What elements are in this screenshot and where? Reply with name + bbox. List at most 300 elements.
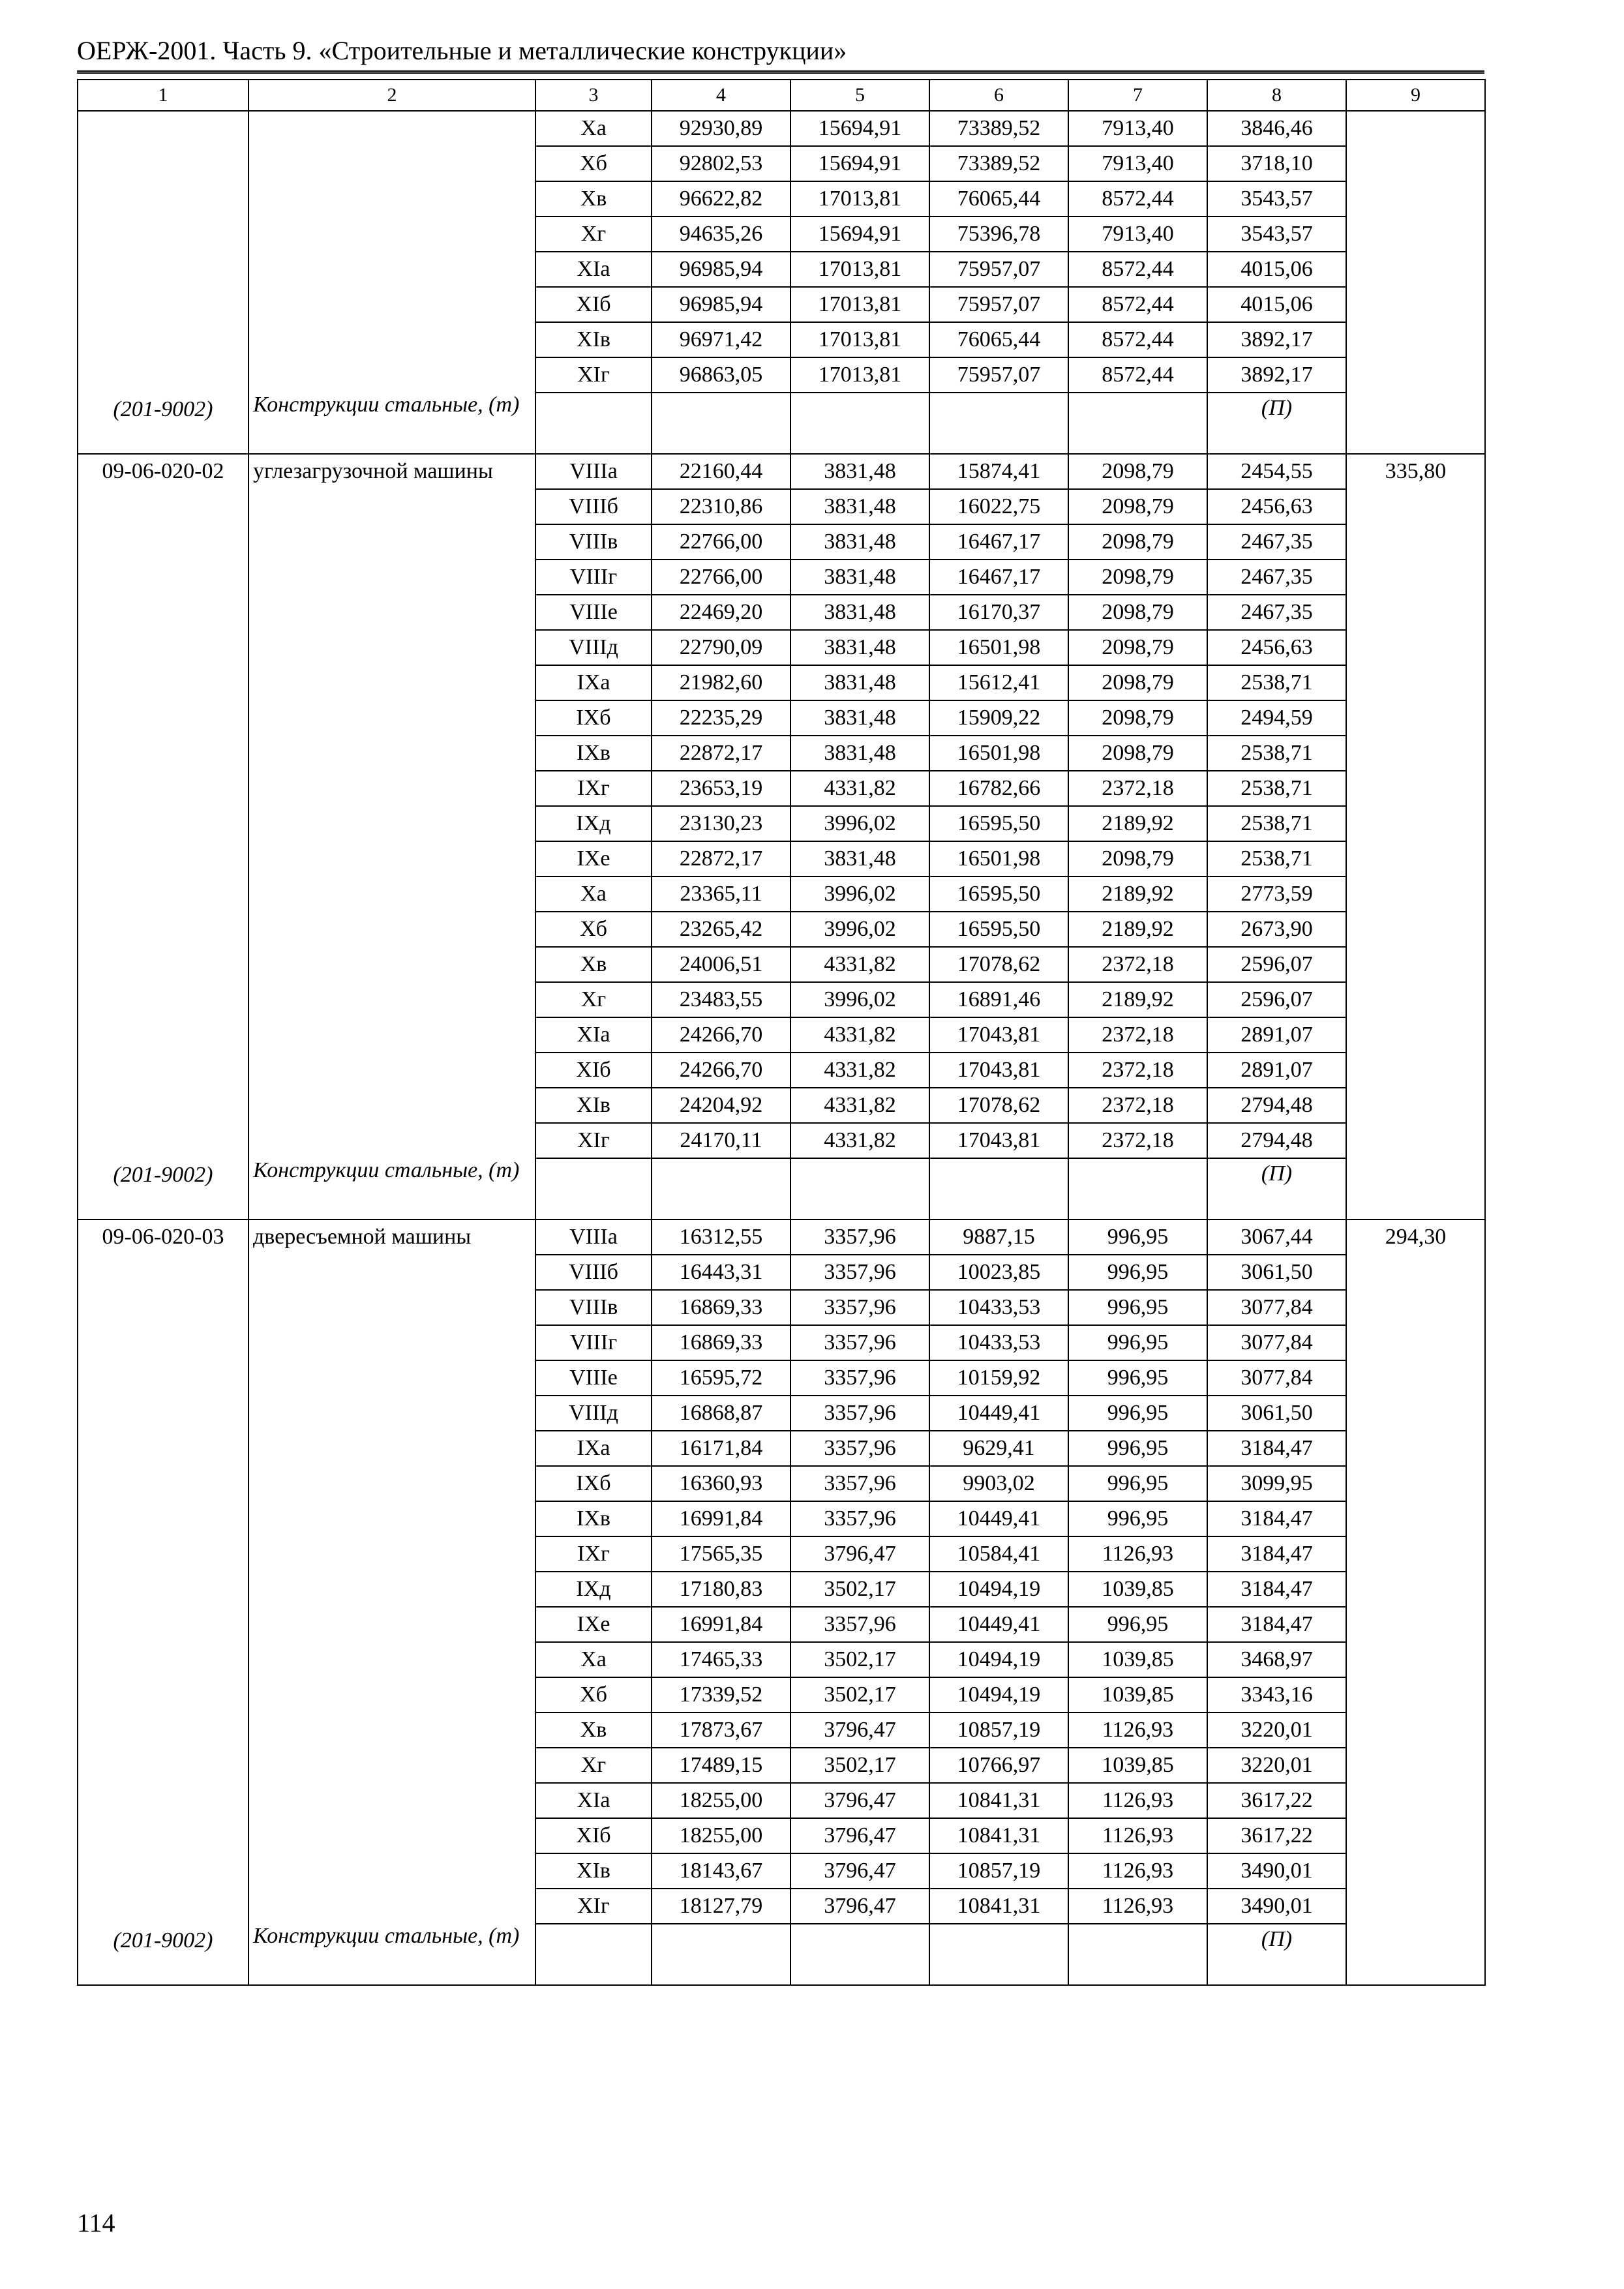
table-row — [78, 982, 1485, 1017]
cell-name — [248, 1255, 535, 1290]
cell-value: VIIIб — [535, 489, 652, 524]
cell-value: 2098,79 — [1068, 630, 1207, 665]
cell-value: VIIIд — [535, 1396, 652, 1431]
cell-col9 — [1346, 841, 1485, 876]
cell-value: IXa — [535, 665, 652, 700]
table-row — [78, 806, 1485, 841]
cell-value: 23653,19 — [652, 771, 790, 806]
cell-col9 — [1346, 1053, 1485, 1088]
cell-empty — [652, 1158, 790, 1219]
cell-value: 15694,91 — [790, 217, 929, 252]
cell-value: 3490,01 — [1207, 1853, 1346, 1889]
table-row — [78, 1748, 1485, 1783]
cell-value: VIIIг — [535, 560, 652, 595]
cell-code — [78, 1818, 248, 1853]
cell-code — [78, 1501, 248, 1536]
cell-col9 — [1346, 1572, 1485, 1607]
cell-name — [248, 1536, 535, 1572]
cell-value: IXд — [535, 1572, 652, 1607]
table-row — [78, 771, 1485, 806]
cell-value: 73389,52 — [929, 111, 1068, 146]
cell-code — [78, 665, 248, 700]
cell-value: IXв — [535, 736, 652, 771]
cell-value: 3077,84 — [1207, 1290, 1346, 1325]
cell-value: 3357,96 — [790, 1396, 929, 1431]
cell-value: 3220,01 — [1207, 1748, 1346, 1783]
cell-name — [248, 1677, 535, 1713]
cell-code — [78, 181, 248, 217]
cell-value: 10433,53 — [929, 1290, 1068, 1325]
cell-value: IXе — [535, 841, 652, 876]
cell-value: Xг — [535, 1748, 652, 1783]
cell-empty — [790, 1158, 929, 1219]
cell-value: 75957,07 — [929, 357, 1068, 393]
column-number: 5 — [790, 80, 929, 111]
cell-value: 16501,98 — [929, 630, 1068, 665]
cell-empty — [652, 1924, 790, 1985]
cell-value: 1039,85 — [1068, 1677, 1207, 1713]
cell-value: 2538,71 — [1207, 771, 1346, 806]
table-row — [78, 1889, 1485, 1924]
cell-name — [248, 947, 535, 982]
cell-name — [248, 1889, 535, 1924]
cell-value: 2794,48 — [1207, 1088, 1346, 1123]
cell-value: XIг — [535, 1889, 652, 1924]
cell-value: 2494,59 — [1207, 700, 1346, 736]
cell-name — [248, 771, 535, 806]
cell-code — [78, 357, 248, 393]
cell-value: 3996,02 — [790, 876, 929, 912]
cell-name — [248, 1053, 535, 1088]
cell-value: XIг — [535, 1123, 652, 1158]
column-number-row — [78, 80, 1485, 111]
cell-value: XIa — [535, 1017, 652, 1053]
cell-value: Xг — [535, 217, 652, 252]
cell-value: 2098,79 — [1068, 489, 1207, 524]
cell-col9 — [1346, 595, 1485, 630]
cell-value: 10494,19 — [929, 1572, 1068, 1607]
cell-value: 9629,41 — [929, 1431, 1068, 1466]
table-row — [78, 181, 1485, 217]
cell-value: 3184,47 — [1207, 1572, 1346, 1607]
cell-value: 17489,15 — [652, 1748, 790, 1783]
cell-value: 3502,17 — [790, 1677, 929, 1713]
page-header — [77, 38, 1484, 74]
cell-value: XIб — [535, 1818, 652, 1853]
cell-value: Xв — [535, 1713, 652, 1748]
cell-value: 996,95 — [1068, 1607, 1207, 1642]
cell-value: 17873,67 — [652, 1713, 790, 1748]
cell-col9 — [1346, 876, 1485, 912]
cell-col9 — [1346, 252, 1485, 287]
cell-value: 2098,79 — [1068, 736, 1207, 771]
cell-value: 2538,71 — [1207, 841, 1346, 876]
cell-col9 — [1346, 1889, 1485, 1924]
cell-value: 3099,95 — [1207, 1466, 1346, 1501]
cell-name — [248, 665, 535, 700]
cell-value: 2098,79 — [1068, 454, 1207, 489]
cell-value: 9887,15 — [929, 1219, 1068, 1255]
cell-col9 — [1346, 1325, 1485, 1360]
cell-name — [248, 1572, 535, 1607]
cell-col9 — [1346, 1466, 1485, 1501]
cell-value: 3357,96 — [790, 1219, 929, 1255]
cell-col9 — [1346, 1431, 1485, 1466]
cell-value: 10584,41 — [929, 1536, 1068, 1572]
cell-code — [78, 1396, 248, 1431]
cell-col9 — [1346, 1536, 1485, 1572]
column-number: 8 — [1207, 80, 1346, 111]
cell-code — [78, 1642, 248, 1677]
cell-empty — [1346, 1158, 1485, 1219]
cell-col9 — [1346, 806, 1485, 841]
cell-value: 2372,18 — [1068, 1123, 1207, 1158]
cell-value: IXг — [535, 771, 652, 806]
cell-empty — [535, 393, 652, 454]
cell-value: 996,95 — [1068, 1219, 1207, 1255]
cell-value: 2189,92 — [1068, 876, 1207, 912]
cell-value: 996,95 — [1068, 1466, 1207, 1501]
cell-empty — [1068, 1924, 1207, 1985]
table-row — [78, 217, 1485, 252]
cell-value: VIIIa — [535, 454, 652, 489]
table-row — [78, 665, 1485, 700]
cell-value: 16501,98 — [929, 841, 1068, 876]
cell-name — [248, 1123, 535, 1158]
cell-value: 22872,17 — [652, 736, 790, 771]
table-row — [78, 1783, 1485, 1818]
cell-value: 96971,42 — [652, 322, 790, 357]
table-row — [78, 322, 1485, 357]
table-row — [78, 1677, 1485, 1713]
cell-name — [248, 524, 535, 560]
cell-code — [78, 1088, 248, 1123]
table-row — [78, 1255, 1485, 1290]
cell-value: IXг — [535, 1536, 652, 1572]
cell-value: 15874,41 — [929, 454, 1068, 489]
cell-value: 8572,44 — [1068, 357, 1207, 393]
cell-empty — [1346, 393, 1485, 454]
cell-name — [248, 1713, 535, 1748]
cell-value: 10841,31 — [929, 1783, 1068, 1818]
cell-value: 3343,16 — [1207, 1677, 1346, 1713]
cell-value: 2538,71 — [1207, 806, 1346, 841]
cell-value: 17078,62 — [929, 947, 1068, 982]
cell-value: 17339,52 — [652, 1677, 790, 1713]
cell-value: 16991,84 — [652, 1501, 790, 1536]
table-row — [78, 111, 1485, 146]
cell-value: 17078,62 — [929, 1088, 1068, 1123]
cell-value: 17043,81 — [929, 1053, 1068, 1088]
cell-value: 96863,05 — [652, 357, 790, 393]
table-row — [78, 1572, 1485, 1607]
cell-code — [78, 1889, 248, 1924]
cell-value: XIв — [535, 322, 652, 357]
page-number: 114 — [77, 2208, 115, 2237]
cell-value: Xa — [535, 111, 652, 146]
cell-name — [248, 1607, 535, 1642]
cell-code — [78, 876, 248, 912]
cell-value: VIIIе — [535, 595, 652, 630]
cell-value: 3357,96 — [790, 1607, 929, 1642]
cell-value: 3796,47 — [790, 1853, 929, 1889]
cell-value: 3831,48 — [790, 489, 929, 524]
cell-value: 75957,07 — [929, 287, 1068, 322]
cell-value: 16595,50 — [929, 806, 1068, 841]
cell-value: 1039,85 — [1068, 1572, 1207, 1607]
cell-value: 9903,02 — [929, 1466, 1068, 1501]
cell-value: 2891,07 — [1207, 1053, 1346, 1088]
cell-value: XIв — [535, 1088, 652, 1123]
cell-col9: 294,30 — [1346, 1219, 1485, 1255]
cell-value: 1126,93 — [1068, 1818, 1207, 1853]
cell-value: 24266,70 — [652, 1053, 790, 1088]
cell-value: 16891,46 — [929, 982, 1068, 1017]
resource-mark: (П) — [1207, 393, 1346, 454]
table-row — [78, 1853, 1485, 1889]
cell-value: 4331,82 — [790, 771, 929, 806]
cell-col9 — [1346, 700, 1485, 736]
cell-col9 — [1346, 665, 1485, 700]
cell-value: 3502,17 — [790, 1572, 929, 1607]
cell-code — [78, 146, 248, 181]
cell-value: 22469,20 — [652, 595, 790, 630]
table-row — [78, 1431, 1485, 1466]
cell-code — [78, 489, 248, 524]
cell-col9 — [1346, 1853, 1485, 1889]
price-table — [77, 79, 1486, 1986]
cell-value: 3846,46 — [1207, 111, 1346, 146]
cell-code — [78, 1290, 248, 1325]
cell-value: 3357,96 — [790, 1290, 929, 1325]
cell-name — [248, 1360, 535, 1396]
cell-value: 10494,19 — [929, 1677, 1068, 1713]
cell-name — [248, 1748, 535, 1783]
cell-value: 2538,71 — [1207, 665, 1346, 700]
cell-name — [248, 1466, 535, 1501]
cell-code — [78, 1713, 248, 1748]
cell-value: 2372,18 — [1068, 1053, 1207, 1088]
cell-value: 16869,33 — [652, 1325, 790, 1360]
cell-value: 4331,82 — [790, 1088, 929, 1123]
cell-value: 2098,79 — [1068, 524, 1207, 560]
cell-col9 — [1346, 947, 1485, 982]
resource-row — [78, 1924, 1485, 1985]
cell-code — [78, 1853, 248, 1889]
cell-name: углезагрузочной машины — [248, 454, 535, 489]
cell-empty — [1068, 1158, 1207, 1219]
cell-name — [248, 1325, 535, 1360]
table-row — [78, 947, 1485, 982]
table-row — [78, 1501, 1485, 1536]
cell-value: 17180,83 — [652, 1572, 790, 1607]
cell-value: 3617,22 — [1207, 1783, 1346, 1818]
resource-mark: (П) — [1207, 1158, 1346, 1219]
table-row — [78, 841, 1485, 876]
cell-code — [78, 912, 248, 947]
cell-col9 — [1346, 982, 1485, 1017]
cell-value: 3831,48 — [790, 841, 929, 876]
cell-code — [78, 771, 248, 806]
cell-value: 18143,67 — [652, 1853, 790, 1889]
cell-value: 2456,63 — [1207, 630, 1346, 665]
cell-code: 09-06-020-03 — [78, 1219, 248, 1255]
cell-value: 2098,79 — [1068, 841, 1207, 876]
cell-value: 22766,00 — [652, 524, 790, 560]
cell-value: 76065,44 — [929, 181, 1068, 217]
cell-value: 3996,02 — [790, 982, 929, 1017]
cell-value: 16782,66 — [929, 771, 1068, 806]
cell-value: 96985,94 — [652, 287, 790, 322]
cell-code — [78, 630, 248, 665]
cell-value: 3543,57 — [1207, 217, 1346, 252]
cell-value: 2454,55 — [1207, 454, 1346, 489]
cell-value: 10857,19 — [929, 1713, 1068, 1748]
cell-code — [78, 322, 248, 357]
cell-value: 16868,87 — [652, 1396, 790, 1431]
cell-name — [248, 146, 535, 181]
table-row — [78, 1325, 1485, 1360]
cell-name — [248, 595, 535, 630]
table-row — [78, 1396, 1485, 1431]
cell-name — [248, 1818, 535, 1853]
cell-name — [248, 287, 535, 322]
cell-value: 3831,48 — [790, 700, 929, 736]
cell-value: 22790,09 — [652, 630, 790, 665]
table-row — [78, 454, 1485, 489]
cell-value: 23483,55 — [652, 982, 790, 1017]
cell-col9 — [1346, 1088, 1485, 1123]
cell-name — [248, 1017, 535, 1053]
cell-value: 2098,79 — [1068, 595, 1207, 630]
column-number: 7 — [1068, 80, 1207, 111]
cell-value: 2596,07 — [1207, 982, 1346, 1017]
cell-value: 996,95 — [1068, 1431, 1207, 1466]
cell-code — [78, 1748, 248, 1783]
cell-name — [248, 322, 535, 357]
cell-name — [248, 217, 535, 252]
cell-value: 3831,48 — [790, 665, 929, 700]
cell-value: 17565,35 — [652, 1536, 790, 1572]
cell-value: 3831,48 — [790, 524, 929, 560]
cell-col9 — [1346, 217, 1485, 252]
cell-col9 — [1346, 181, 1485, 217]
cell-empty — [1068, 393, 1207, 454]
cell-value: 1039,85 — [1068, 1748, 1207, 1783]
cell-value: 17013,81 — [790, 252, 929, 287]
table-row — [78, 912, 1485, 947]
cell-value: 3892,17 — [1207, 357, 1346, 393]
cell-empty — [535, 1158, 652, 1219]
cell-value: 3220,01 — [1207, 1713, 1346, 1748]
cell-value: 3357,96 — [790, 1255, 929, 1290]
table-row — [78, 1360, 1485, 1396]
cell-name — [248, 630, 535, 665]
cell-value: 7913,40 — [1068, 146, 1207, 181]
cell-value: 3184,47 — [1207, 1536, 1346, 1572]
cell-value: 2891,07 — [1207, 1017, 1346, 1053]
cell-name — [248, 982, 535, 1017]
cell-value: 2189,92 — [1068, 912, 1207, 947]
cell-empty — [790, 393, 929, 454]
cell-value: 3718,10 — [1207, 146, 1346, 181]
cell-code — [78, 1572, 248, 1607]
cell-value: Xг — [535, 982, 652, 1017]
cell-name — [248, 1853, 535, 1889]
cell-value: 4331,82 — [790, 1123, 929, 1158]
cell-col9 — [1346, 1607, 1485, 1642]
table-row — [78, 1642, 1485, 1677]
cell-value: 16991,84 — [652, 1607, 790, 1642]
cell-value: 17043,81 — [929, 1017, 1068, 1053]
cell-value: Xa — [535, 1642, 652, 1677]
resource-code: (201-9002) — [78, 1924, 248, 1985]
cell-value: 92802,53 — [652, 146, 790, 181]
cell-value: 10023,85 — [929, 1255, 1068, 1290]
cell-value: XIa — [535, 1783, 652, 1818]
cell-value: VIIIг — [535, 1325, 652, 1360]
cell-value: 3543,57 — [1207, 181, 1346, 217]
cell-col9 — [1346, 771, 1485, 806]
cell-value: 2467,35 — [1207, 560, 1346, 595]
cell-empty — [929, 393, 1068, 454]
cell-value: 1126,93 — [1068, 1536, 1207, 1572]
cell-empty — [790, 1924, 929, 1985]
cell-name — [248, 912, 535, 947]
cell-code — [78, 1677, 248, 1713]
cell-value: 18255,00 — [652, 1783, 790, 1818]
cell-value: 17013,81 — [790, 287, 929, 322]
cell-value: 1126,93 — [1068, 1713, 1207, 1748]
cell-value: 3796,47 — [790, 1818, 929, 1853]
cell-value: XIб — [535, 287, 652, 322]
cell-code — [78, 217, 248, 252]
cell-value: IXa — [535, 1431, 652, 1466]
cell-value: Xв — [535, 947, 652, 982]
cell-value: 2467,35 — [1207, 595, 1346, 630]
cell-name — [248, 1501, 535, 1536]
cell-value: 1126,93 — [1068, 1853, 1207, 1889]
cell-value: 22160,44 — [652, 454, 790, 489]
cell-col9 — [1346, 357, 1485, 393]
cell-value: XIг — [535, 357, 652, 393]
cell-value: 75957,07 — [929, 252, 1068, 287]
cell-value: 3490,01 — [1207, 1889, 1346, 1924]
cell-value: 10449,41 — [929, 1607, 1068, 1642]
cell-col9 — [1346, 1748, 1485, 1783]
cell-value: 76065,44 — [929, 322, 1068, 357]
cell-code — [78, 560, 248, 595]
cell-value: 3077,84 — [1207, 1360, 1346, 1396]
cell-value: 16360,93 — [652, 1466, 790, 1501]
table-row — [78, 1053, 1485, 1088]
cell-col9 — [1346, 736, 1485, 771]
cell-col9 — [1346, 1642, 1485, 1677]
cell-name — [248, 876, 535, 912]
cell-value: 4331,82 — [790, 1053, 929, 1088]
cell-value: 2372,18 — [1068, 1017, 1207, 1053]
cell-code — [78, 1607, 248, 1642]
cell-value: 1039,85 — [1068, 1642, 1207, 1677]
table-row — [78, 357, 1485, 393]
cell-value: 3357,96 — [790, 1431, 929, 1466]
cell-value: 96622,82 — [652, 181, 790, 217]
cell-empty — [929, 1158, 1068, 1219]
table-row — [78, 700, 1485, 736]
cell-name — [248, 1088, 535, 1123]
cell-value: 2372,18 — [1068, 947, 1207, 982]
cell-value: 2372,18 — [1068, 1088, 1207, 1123]
